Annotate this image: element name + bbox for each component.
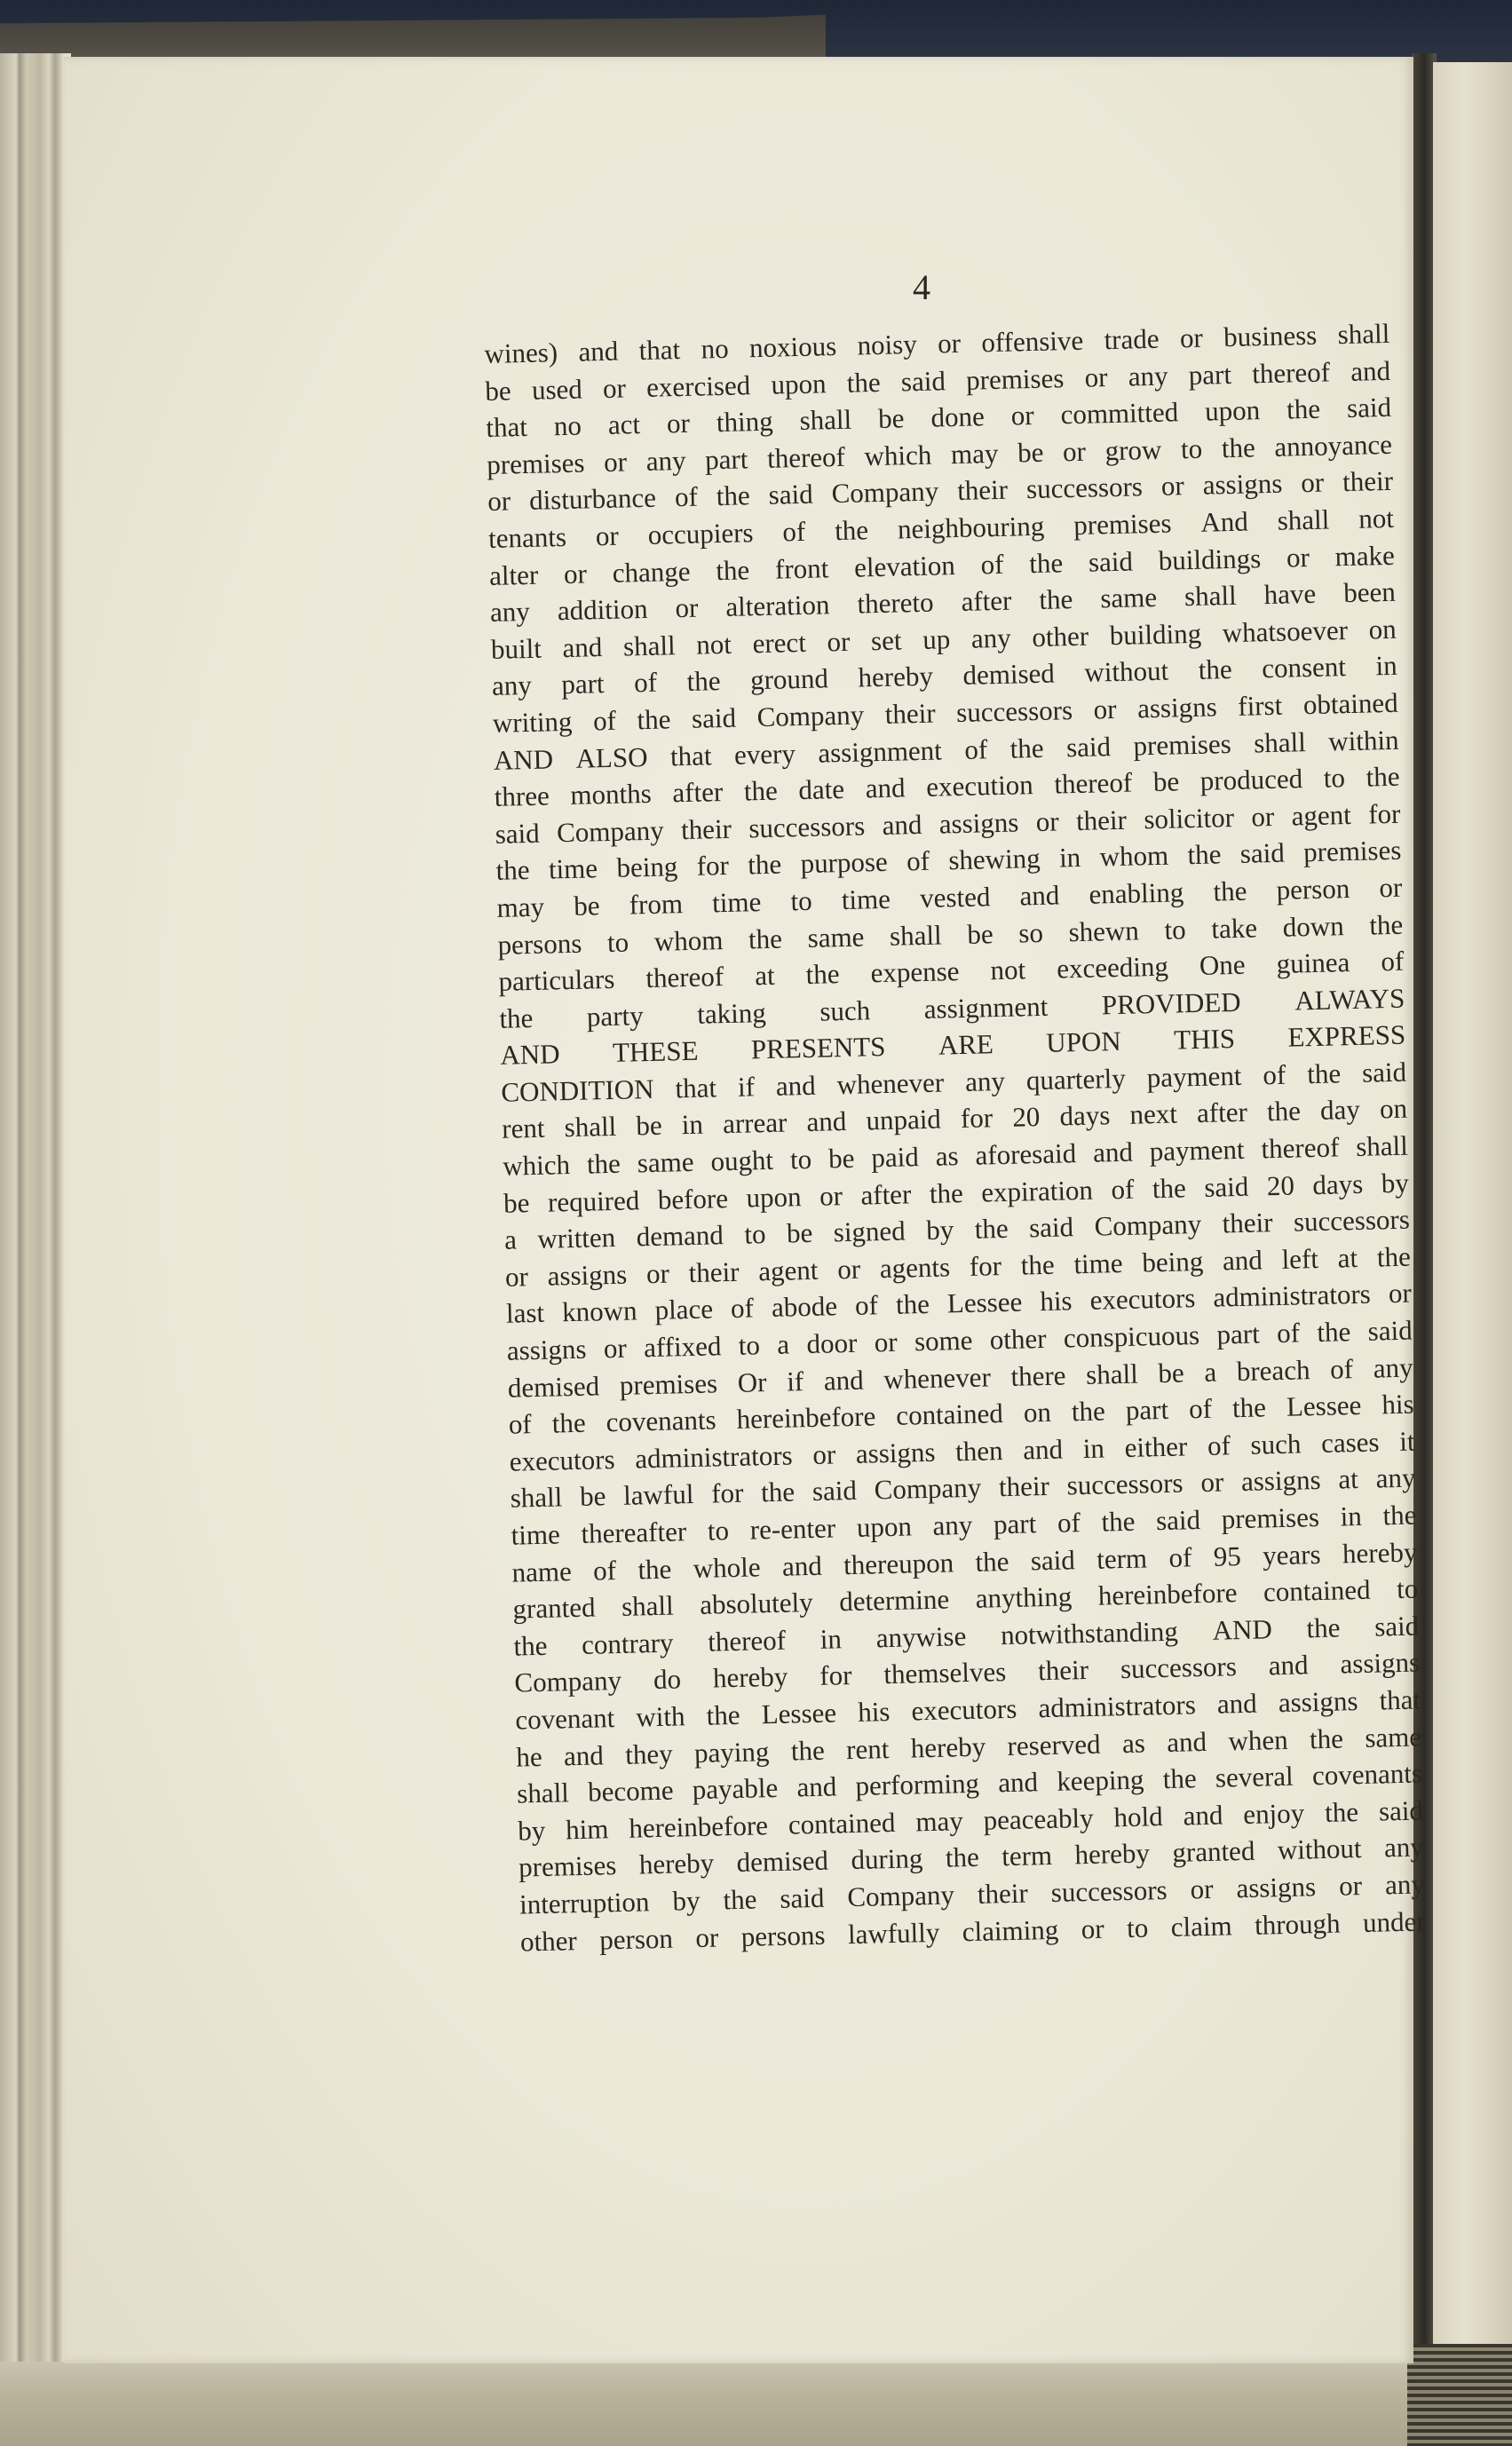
text-line: assigns or affixed to a door or some other conspicuous part of the said (506, 1314, 1413, 1366)
text-line: the party taking such assignment PROVIDED ALWAYS (499, 982, 1405, 1034)
text-line: CONDITION that if and whenever any quarterly payment of the said (500, 1056, 1407, 1108)
page-stack-left (0, 53, 71, 2397)
text-line: covenant with the Lessee his executors administrators and assigns that (514, 1683, 1421, 1736)
text-line: built and shall not erect or set up any other building whatsoever on (490, 613, 1397, 665)
page-bottom-edge (0, 2362, 1512, 2446)
text-line: premises hereby demised during the term hereby granted without any (518, 1831, 1425, 1883)
text-line: name of the whole and thereupon the said term of 95 years hereby (511, 1536, 1418, 1588)
text-line: Company do hereby for themselves their successors and assigns (514, 1646, 1421, 1698)
body-text (484, 315, 1426, 1960)
text-line: the contrary thereof in anywise notwithstanding AND the said (513, 1610, 1420, 1662)
text-line: which the same ought to be paid as aforesaid and payment thereof shall (502, 1129, 1409, 1182)
text-line: the time being for the purpose of shewing in whom the said premises (495, 835, 1402, 887)
text-line: be required before upon or after the expiration of the said 20 days by (503, 1167, 1410, 1219)
text-line: of the covenants hereinbefore contained on the part of the Lessee his (508, 1388, 1414, 1440)
text-line: by him hereinbefore contained may peaceably hold and enjoy the said (517, 1794, 1424, 1847)
text-line: AND ALSO that every assignment of the said premises shall within (493, 724, 1399, 776)
text-line: alter or change the front elevation of the said buildings or make (488, 539, 1396, 591)
page-number: 4 (913, 267, 930, 307)
text-line: granted shall absolutely determine anything hereinbefore contained to (512, 1572, 1419, 1625)
text-line: any addition or alteration thereto after the same shall have been (489, 575, 1397, 629)
text-line: time thereafter to re-enter upon any part of the said premises in the (511, 1499, 1417, 1551)
text-line: three months after the date and execution thereof be produced to the (494, 760, 1400, 812)
text-line: tenants or occupiers of the neighbouring premises And shall not (487, 502, 1395, 554)
text-line: demised premises Or if and whenever there shall be a breach of any (507, 1351, 1413, 1404)
text-line: may be from time to time vested and enabling the person or (496, 871, 1403, 923)
text-line: shall be lawful for the said Company their successors or assigns at any (510, 1461, 1416, 1515)
text-line: interruption by the said Company their successors or assigns or any (519, 1868, 1426, 1920)
text-line: he and they paying the rent hereby reserved as and when the same (515, 1721, 1422, 1773)
text-line: writing of the said Company their successors or assigns first obtained (492, 686, 1398, 739)
text-line: other person or persons lawfully claiming or to claim through under (519, 1904, 1427, 1958)
text-line: last known place of abode of the Lessee his executors administrators or (505, 1278, 1413, 1330)
text-line: said Company their successors and assigns or their solicitor or agent for (495, 797, 1401, 850)
text-line: premises or any part thereof which may be or grow to the annoyance (486, 428, 1393, 480)
text-line: shall become payable and performing and keeping the several covenants (516, 1757, 1423, 1809)
text-line: or assigns or their agent or agents for the time being and left at the (504, 1240, 1412, 1293)
page-stack-bottom-right (1407, 2344, 1512, 2446)
text-line: a written demand to be signed by the said Company their successors (503, 1203, 1411, 1255)
text-line: that no act or thing shall be done or committed upon the said (485, 392, 1392, 444)
text-line: any part of the ground hereby demised without the consent in (491, 650, 1398, 702)
text-line: or disturbance of the said Company their successors or assigns or their (487, 465, 1394, 518)
text-line: executors administrators or assigns then and in either of such cases it (509, 1425, 1415, 1477)
text-line: rent shall be in arrear and unpaid for 20 days next after the day on (501, 1093, 1408, 1145)
text-line: persons to whom the same shall be so shewn to take down the (497, 908, 1404, 961)
text-line: wines) and that no noxious noisy or offensive trade or business shall (484, 317, 1390, 369)
text-line: particulars thereof at the expense not exceeding One guinea of (498, 945, 1405, 997)
text-line: be used or exercised upon the said premises or any part thereof and (485, 354, 1391, 407)
next-page-edge (1433, 62, 1512, 2353)
text-line: AND THESE PRESENTS ARE UPON THIS EXPRESS (499, 1018, 1406, 1072)
